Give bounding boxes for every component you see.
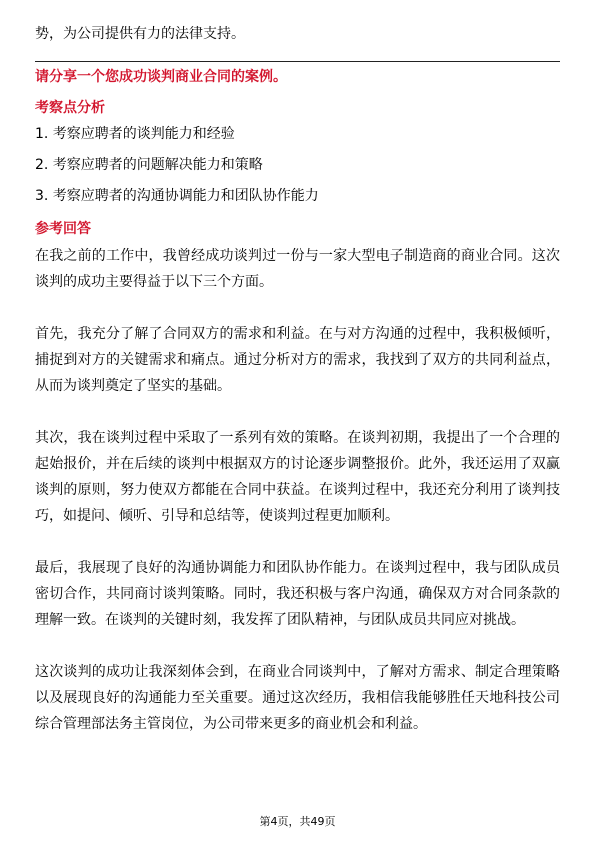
analysis-heading: 考察点分析 — [35, 100, 105, 116]
analysis-item: 1. 考察应聘者的谈判能力和经验 — [35, 126, 235, 142]
section-divider — [35, 61, 560, 62]
analysis-item: 3. 考察应聘者的沟通协调能力和团队协作能力 — [35, 188, 319, 204]
answer-paragraph: 这次谈判的成功让我深刻体会到，在商业合同谈判中，了解对方需求、制定合理策略以及展现良好的沟通能力至关重要。通过这次经历，我相信我能够胜任天地科技公司综合管理部法务主管岗位，为公司带来更多的商业机会和利益。 — [35, 664, 560, 732]
answer-paragraph: 首先，我充分了解了合同双方的需求和利益。在与对方沟通的过程中，我积极倾听，捕捉到对方的关键需求和痛点。通过分析对方的需求，我找到了双方的共同利益点，从而为谈判奠定了坚实的基础。 — [35, 326, 560, 394]
answer-body — [35, 243, 560, 763]
question-title: 请分享一个您成功谈判商业合同的案例。 — [35, 69, 287, 85]
answer-paragraph: 在我之前的工作中，我曾经成功谈判过一份与一家大型电子制造商的商业合同。这次谈判的成功主要得益于以下三个方面。 — [35, 248, 560, 290]
answer-heading: 参考回答 — [35, 221, 91, 237]
analysis-item: 2. 考察应聘者的问题解决能力和策略 — [35, 157, 263, 173]
analysis-list — [35, 124, 319, 217]
answer-paragraph: 其次，我在谈判过程中采取了一系列有效的策略。在谈判初期，我提出了一个合理的起始报价，并在后续的谈判中根据双方的讨论逐步调整报价。此外，我还运用了双赢谈判的原则，努力使双方都能在合同中获益。在谈判过程中，我还充分利用了谈判技巧，如提问、倾听、引导和总结等，使谈判过程更加顺利。 — [35, 430, 560, 524]
page-number: 第4页，共49页 — [259, 815, 336, 828]
continuation-text: 势，为公司提供有力的法律支持。 — [35, 26, 245, 42]
answer-paragraph: 最后，我展现了良好的沟通协调能力和团队协作能力。在谈判过程中，我与团队成员密切合作，共同商讨谈判策略。同时，我还积极与客户沟通，确保双方对合同条款的理解一致。在谈判的关键时刻，我发挥了团队精神，与团队成员共同应对挑战。 — [35, 560, 560, 628]
